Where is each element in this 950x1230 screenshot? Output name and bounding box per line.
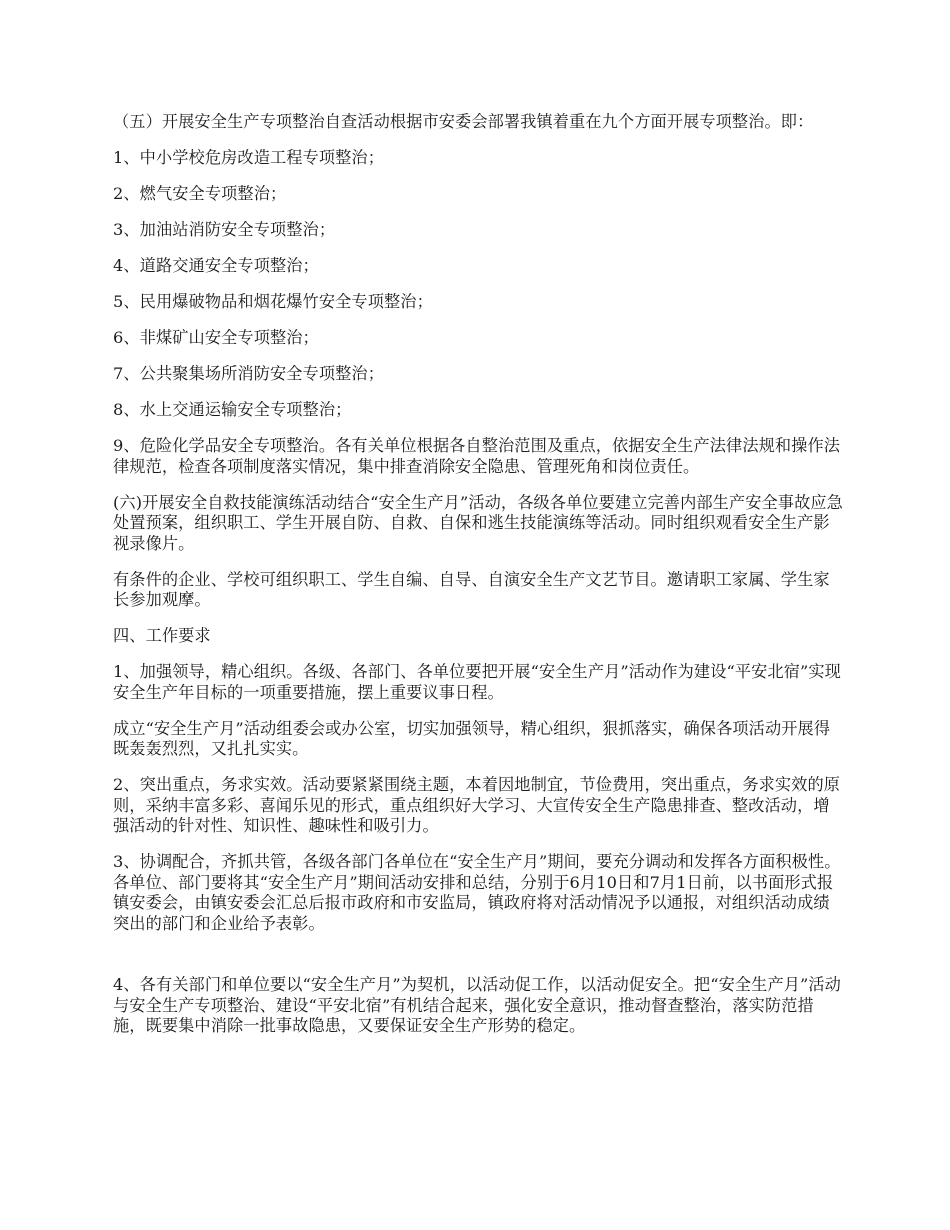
requirement-3: 3、协调配合，齐抓共管，各级各部门各单位在“安全生产月”期间，要充分调动和发挥各方面积极性。各单位、部门要将其“安全生产月”期间活动安排和总结，分别于6月10日和7月1日前，以书面形式报镇安委会，由镇安委会汇总后报市政府和市安监局，镇政府将对活动情况予以通报，对组织活动成绩突出的部门和企业给予表彰。 <box>113 852 841 933</box>
requirement-1: 1、加强领导，精心组织。各级、各部门、各单位要把开展“安全生产月”活动作为建设“平安北宿”实现安全生产年目标的一项重要措施，摆上重要议事日程。 <box>113 662 841 702</box>
list-item-6: 6、非煤矿山安全专项整治； <box>113 328 319 347</box>
list-item-1: 1、中小学校危房改造工程专项整治； <box>113 148 384 167</box>
list-item-9: 9、危险化学品安全专项整治。各有关单位根据各自整治范围及重点，依据安全生产法律法规和操作法律规范，检查各项制度落实情况，集中排查消除安全隐患、管理死角和岗位责任。 <box>113 436 841 476</box>
paragraph-section-5: （五）开展安全生产专项整治自查活动根据市安委会部署我镇着重在九个方面开展专项整治。即： <box>113 112 814 131</box>
paragraph-committee: 成立“安全生产月”活动组委会或办公室，切实加强领导，精心组织，狠抓落实，确保各项活动开展得既轰轰烈烈，又扎扎实实。 <box>113 718 831 758</box>
list-item-3: 3、加油站消防安全专项整治； <box>113 220 336 239</box>
paragraph-performance: 有条件的企业、学校可组织职工、学生自编、自导、自演安全生产文艺节目。邀请职工家属、学生家长参加观摩。 <box>113 569 830 609</box>
list-item-5: 5、民用爆破物品和烟花爆竹安全专项整治； <box>113 292 433 311</box>
requirement-4: 4、各有关部门和单位要以“安全生产月”为契机，以活动促工作，以活动促安全。把“安全生产月”活动与安全生产专项整治、建设“平安北宿”有机结合起来，强化安全意识，推动督查整治，落实防范措施，既要集中消除一批事故隐患，又要保证安全生产形势的稳定。 <box>113 975 841 1035</box>
requirement-2: 2、突出重点，务求实效。活动要紧紧围绕主题，本着因地制宜，节俭费用，突出重点，务求实效的原则，采纳丰富多彩、喜闻乐见的形式，重点组织好大学习、大宣传安全生产隐患排查、整改活动，增强活动的针对性、知识性、趣味性和吸引力。 <box>113 775 841 835</box>
section-heading-work-requirements: 四、工作要求 <box>113 626 211 645</box>
list-item-7: 7、公共聚集场所消防安全专项整治； <box>113 364 384 383</box>
list-item-8: 8、水上交通运输安全专项整治； <box>113 400 352 419</box>
document-body <box>113 112 843 1052</box>
paragraph-section-6: (六)开展安全自救技能演练活动结合“安全生产月”活动，各级各单位要建立完善内部生产安全事故应急处置预案，组织职工、学生开展自防、自救、自保和逃生技能演练等活动。同时组织观看安全生产影视录像片。 <box>113 492 843 553</box>
list-item-2: 2、燃气安全专项整治； <box>113 184 287 203</box>
list-item-4: 4、道路交通安全专项整治； <box>113 256 319 275</box>
